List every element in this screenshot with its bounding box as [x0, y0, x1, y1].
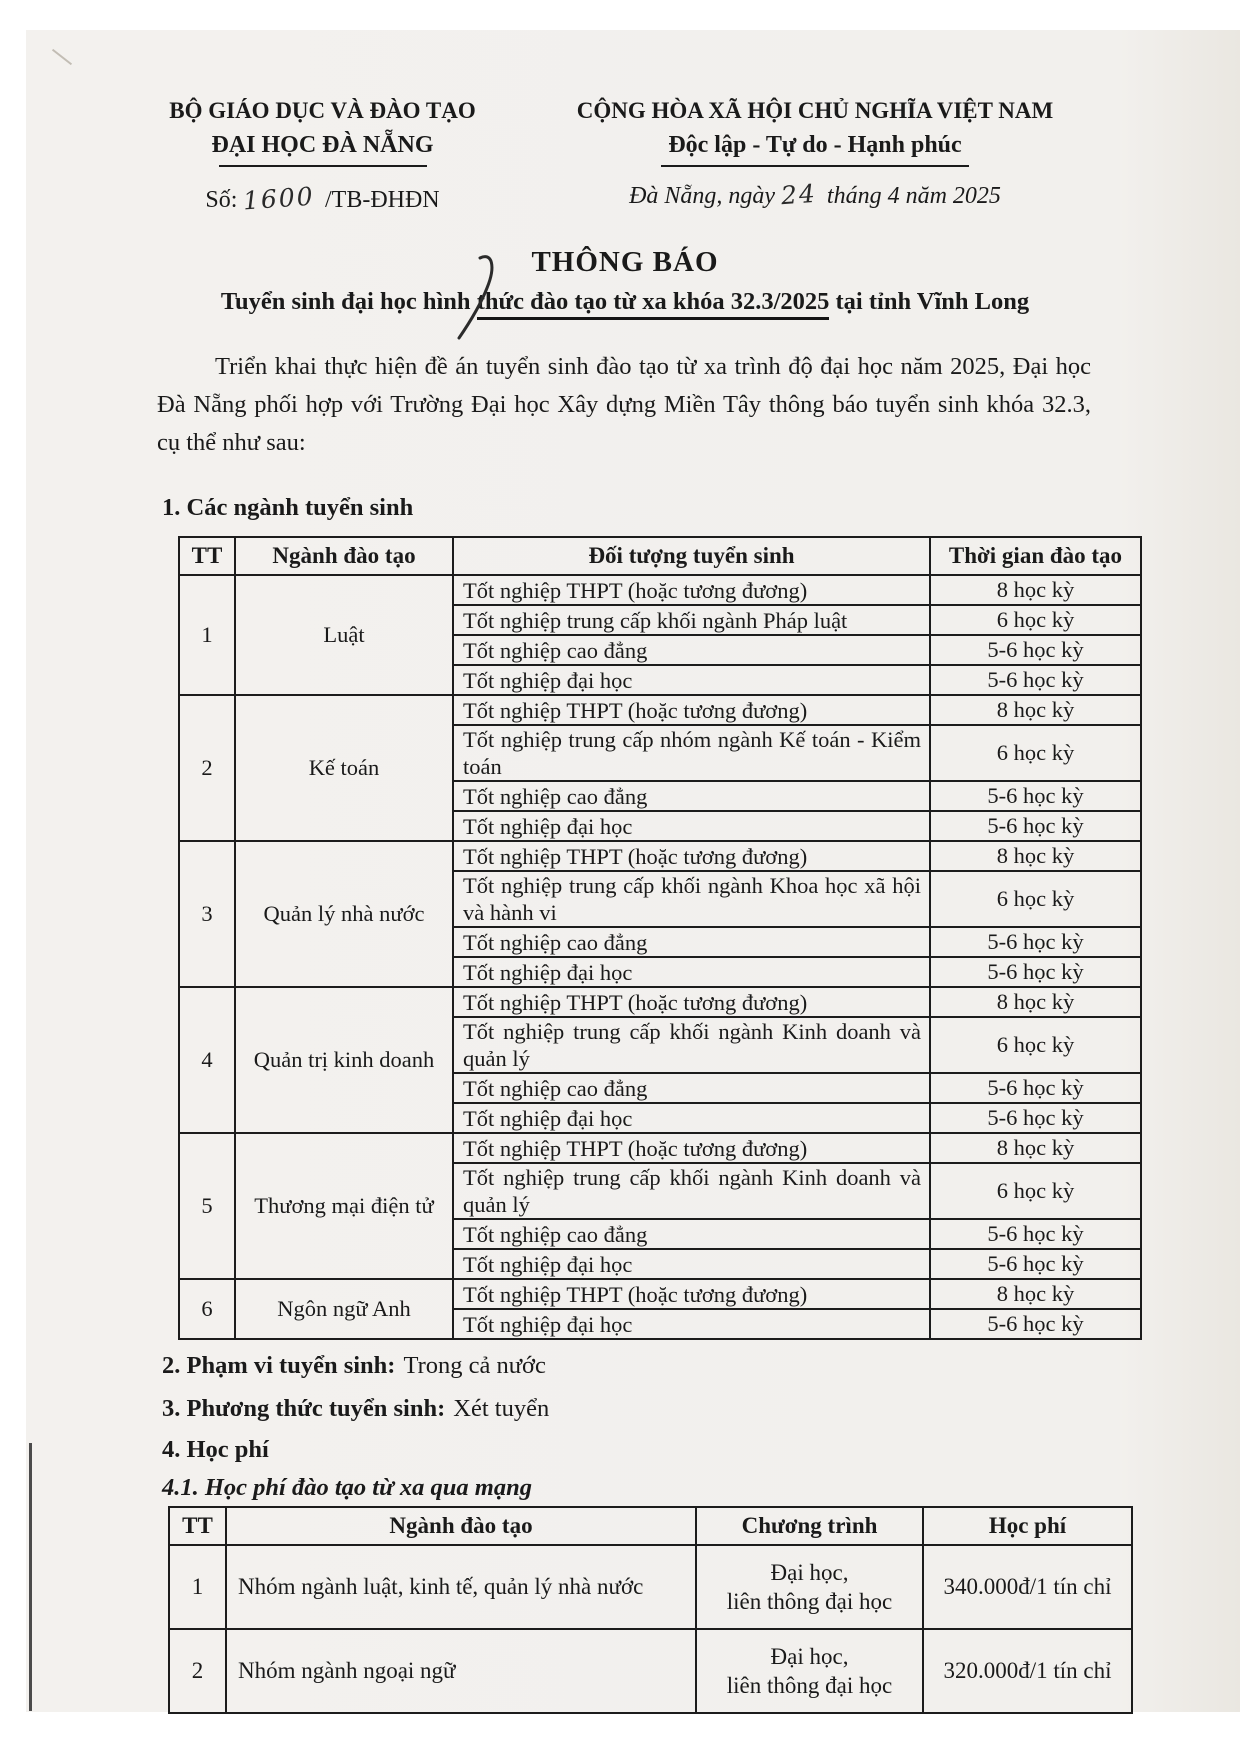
subject-cell: Tốt nghiệp cao đẳng — [453, 1219, 930, 1249]
major-cell: Quản trị kinh doanh — [235, 987, 453, 1133]
subject-cell: Tốt nghiệp trung cấp khối ngành Kinh doanh và quản lý — [453, 1017, 930, 1073]
table-header-row — [179, 537, 1141, 575]
subject-cell: Tốt nghiệp trung cấp khối ngành Khoa học xã hội và hành vi — [453, 871, 930, 927]
document-number-suffix: /TB-ĐHĐN — [324, 187, 440, 213]
program-line2: liên thông đại học — [726, 1589, 893, 1614]
fee-cell: 340.000đ/1 tín chỉ — [923, 1545, 1132, 1629]
header-cell-fee: Học phí — [923, 1507, 1132, 1545]
subject-cell: Tốt nghiệp đại học — [453, 1309, 930, 1339]
tt-cell: 4 — [179, 987, 235, 1133]
document-number-line — [150, 181, 495, 216]
major-cell: Kế toán — [235, 695, 453, 841]
table-row — [179, 987, 1141, 1017]
subject-cell: Tốt nghiệp THPT (hoặc tương đương) — [453, 841, 930, 871]
header-cell-tt: TT — [169, 1507, 226, 1545]
header-right-block — [545, 96, 1085, 210]
duration-cell: 6 học kỳ — [930, 1163, 1141, 1219]
header-cell-subject: Đối tượng tuyển sinh — [453, 537, 930, 575]
tt-cell: 1 — [179, 575, 235, 695]
table-row — [179, 575, 1141, 605]
subject-cell: Tốt nghiệp cao đẳng — [453, 781, 930, 811]
major-group-cell: Nhóm ngành ngoại ngữ — [226, 1629, 696, 1713]
subtitle-part3: tại tỉnh Vĩnh Long — [829, 288, 1030, 315]
program-cell — [696, 1629, 923, 1713]
duration-cell: 5-6 học kỳ — [930, 1249, 1141, 1279]
document-subtitle — [130, 288, 1120, 316]
table-row — [169, 1545, 1132, 1629]
duration-cell: 6 học kỳ — [930, 1017, 1141, 1073]
subject-cell: Tốt nghiệp cao đẳng — [453, 635, 930, 665]
duration-cell: 5-6 học kỳ — [930, 781, 1141, 811]
duration-cell: 8 học kỳ — [930, 695, 1141, 725]
header-right-divider — [661, 165, 969, 167]
subtitle-underlined-part: thức đào tạo từ xa khóa 32.3/2025 — [477, 288, 830, 320]
header-left-divider — [219, 165, 427, 167]
duration-cell: 5-6 học kỳ — [930, 1073, 1141, 1103]
program-cell — [696, 1545, 923, 1629]
subject-cell: Tốt nghiệp THPT (hoặc tương đương) — [453, 987, 930, 1017]
program-line2: liên thông đại học — [726, 1673, 893, 1698]
date-day-handwritten: 24 — [780, 178, 818, 211]
table-row — [179, 695, 1141, 725]
major-cell: Ngôn ngữ Anh — [235, 1279, 453, 1339]
subject-cell: Tốt nghiệp THPT (hoặc tương đương) — [453, 1133, 930, 1163]
section2-value: Trong cả nước — [403, 1352, 546, 1379]
duration-cell: 5-6 học kỳ — [930, 1219, 1141, 1249]
subject-cell: Tốt nghiệp đại học — [453, 665, 930, 695]
intro-paragraph: Triển khai thực hiện đề án tuyển sinh đào tạo từ xa trình độ đại học năm 2025, Đại học Đà Nẵng phối hợp với Trường Đại học Xây dựng Miền Tây thông báo tuyển sinh khóa 32.3, cụ thể như sau: — [157, 353, 1091, 456]
date-prefix: Đà Nẵng, ngày — [629, 183, 776, 209]
duration-cell: 8 học kỳ — [930, 1133, 1141, 1163]
national-motto-line1: CỘNG HÒA XÃ HỘI CHỦ NGHĨA VIỆT NAM — [576, 98, 1054, 123]
duration-cell: 6 học kỳ — [930, 725, 1141, 781]
tt-cell: 5 — [179, 1133, 235, 1279]
section2-label: 2. Phạm vi tuyển sinh: — [162, 1352, 396, 1379]
subject-cell: Tốt nghiệp đại học — [453, 1103, 930, 1133]
subject-cell: Tốt nghiệp trung cấp khối ngành Kinh doanh và quản lý — [453, 1163, 930, 1219]
document-number-handwritten: 1600 — [242, 181, 316, 216]
table-row — [169, 1629, 1132, 1713]
subtitle-part1: Tuyển sinh đại học hình — [220, 288, 477, 315]
duration-cell: 8 học kỳ — [930, 987, 1141, 1017]
document-title: THÔNG BÁO — [531, 246, 719, 278]
duration-cell: 5-6 học kỳ — [930, 957, 1141, 987]
table-row — [179, 1133, 1141, 1163]
header-cell-major: Ngành đào tạo — [226, 1507, 696, 1545]
date-line — [545, 180, 1085, 210]
tt-cell: 2 — [179, 695, 235, 841]
section3-value: Xét tuyển — [453, 1395, 550, 1422]
subject-cell: Tốt nghiệp trung cấp nhóm ngành Kế toán - Kiểm toán — [453, 725, 930, 781]
fee-cell: 320.000đ/1 tín chỉ — [923, 1629, 1132, 1713]
section1-heading: 1. Các ngành tuyển sinh — [162, 494, 414, 521]
tt-cell: 2 — [169, 1629, 226, 1713]
header-cell-tt: TT — [179, 537, 235, 575]
subject-cell: Tốt nghiệp cao đẳng — [453, 1073, 930, 1103]
duration-cell: 8 học kỳ — [930, 1279, 1141, 1309]
subject-cell: Tốt nghiệp THPT (hoặc tương đương) — [453, 575, 930, 605]
duration-cell: 8 học kỳ — [930, 841, 1141, 871]
header-cell-major: Ngành đào tạo — [235, 537, 453, 575]
major-cell: Quản lý nhà nước — [235, 841, 453, 987]
major-cell: Luật — [235, 575, 453, 695]
duration-cell: 8 học kỳ — [930, 575, 1141, 605]
duration-cell: 5-6 học kỳ — [930, 635, 1141, 665]
date-suffix: tháng 4 năm 2025 — [826, 183, 1001, 209]
subject-cell: Tốt nghiệp THPT (hoặc tương đương) — [453, 695, 930, 725]
admission-majors-table — [178, 536, 1142, 1340]
subject-cell: Tốt nghiệp đại học — [453, 957, 930, 987]
handwritten-stroke — [452, 250, 504, 346]
scan-artifact-vertical-line — [29, 1443, 32, 1711]
duration-cell: 6 học kỳ — [930, 871, 1141, 927]
subject-cell: Tốt nghiệp đại học — [453, 1249, 930, 1279]
table-row — [179, 1279, 1141, 1309]
university-name: ĐẠI HỌC ĐÀ NẴNG — [211, 132, 434, 158]
ministry-name: BỘ GIÁO DỤC VÀ ĐÀO TẠO — [169, 98, 476, 123]
tuition-fee-table — [168, 1506, 1133, 1714]
national-motto-line2: Độc lập - Tự do - Hạnh phúc — [668, 132, 962, 158]
section4-heading: 4. Học phí — [162, 1436, 269, 1463]
section3-line — [162, 1395, 549, 1423]
header-cell-program: Chương trình — [696, 1507, 923, 1545]
tt-cell: 6 — [179, 1279, 235, 1339]
section3-label: 3. Phương thức tuyển sinh: — [162, 1395, 446, 1422]
program-line1: Đại học, — [770, 1560, 849, 1585]
table-row — [179, 841, 1141, 871]
program-line1: Đại học, — [770, 1644, 849, 1669]
subject-cell: Tốt nghiệp THPT (hoặc tương đương) — [453, 1279, 930, 1309]
section2-line — [162, 1352, 546, 1380]
duration-cell: 5-6 học kỳ — [930, 665, 1141, 695]
subject-cell: Tốt nghiệp trung cấp khối ngành Pháp luật — [453, 605, 930, 635]
major-group-cell: Nhóm ngành luật, kinh tế, quản lý nhà nước — [226, 1545, 696, 1629]
header-left-block — [150, 96, 495, 214]
document-number-label: Số: — [205, 187, 238, 213]
table-header-row — [169, 1507, 1132, 1545]
header-cell-duration: Thời gian đào tạo — [930, 537, 1141, 575]
duration-cell: 5-6 học kỳ — [930, 1103, 1141, 1133]
major-cell: Thương mại điện tử — [235, 1133, 453, 1279]
tt-cell: 1 — [169, 1545, 226, 1629]
duration-cell: 5-6 học kỳ — [930, 811, 1141, 841]
tt-cell: 3 — [179, 841, 235, 987]
duration-cell: 5-6 học kỳ — [930, 927, 1141, 957]
duration-cell: 5-6 học kỳ — [930, 1309, 1141, 1339]
section4-1-heading: 4.1. Học phí đào tạo từ xa qua mạng — [162, 1474, 532, 1501]
subject-cell: Tốt nghiệp cao đẳng — [453, 927, 930, 957]
duration-cell: 6 học kỳ — [930, 605, 1141, 635]
subject-cell: Tốt nghiệp đại học — [453, 811, 930, 841]
